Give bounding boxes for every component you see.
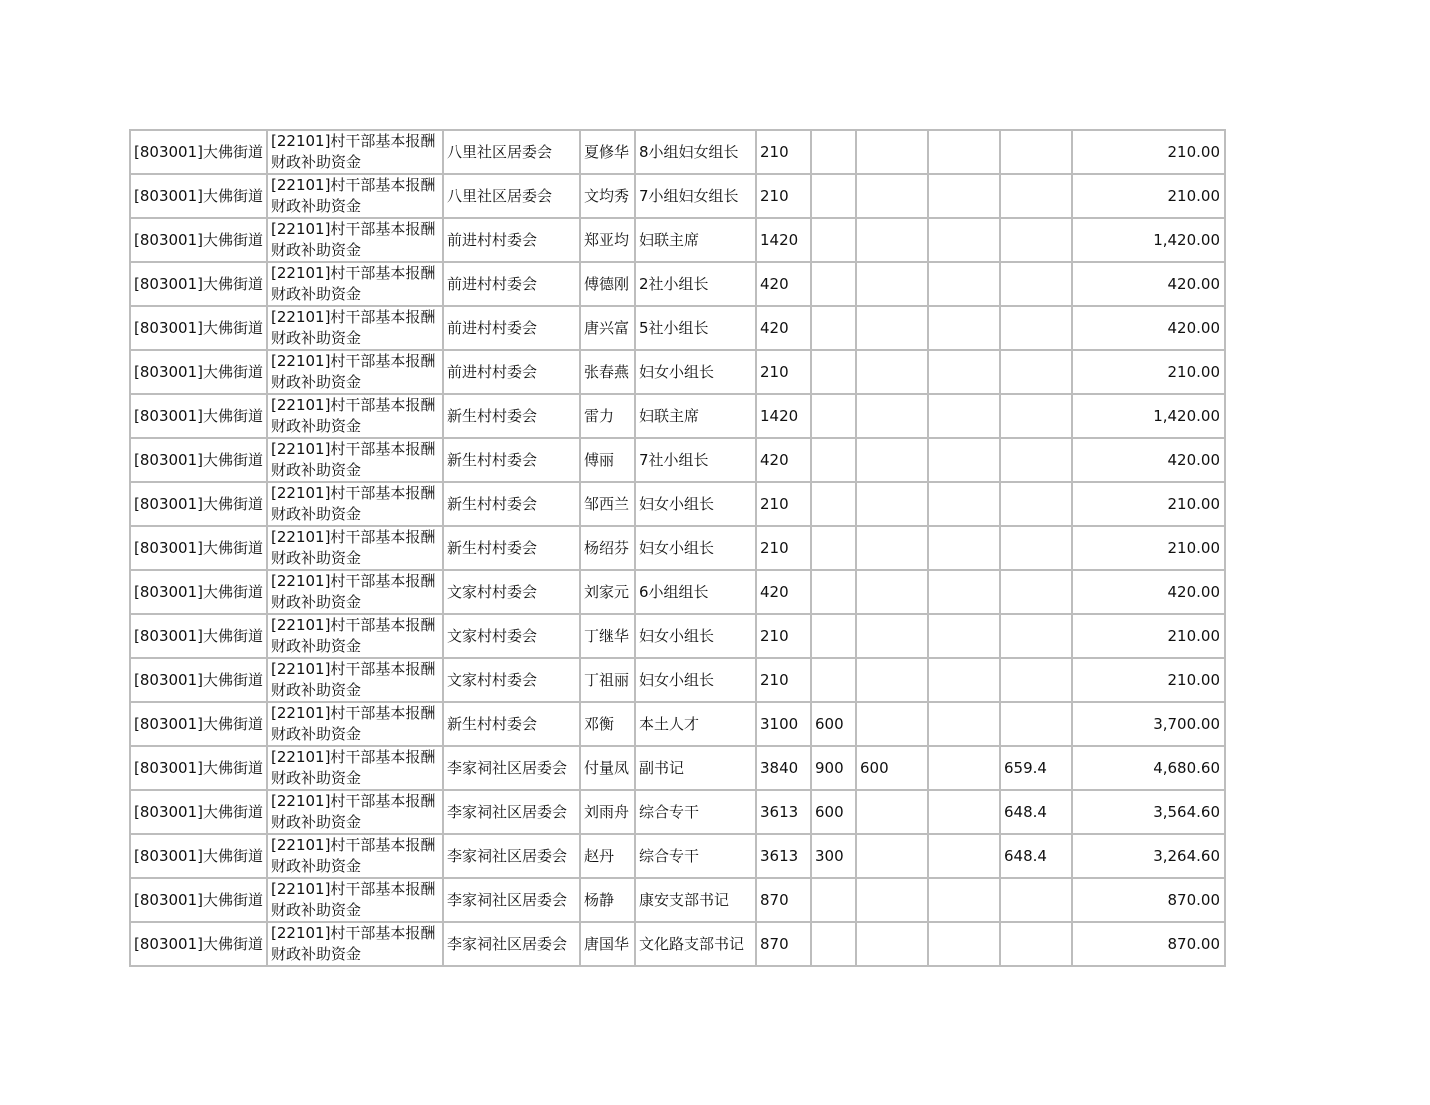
cell-position: 妇女小组长: [635, 350, 756, 394]
cell-name: 杨绍芬: [580, 526, 635, 570]
cell-position: 妇联主席: [635, 394, 756, 438]
cell-amount-4: [1000, 526, 1072, 570]
cell-total: 420.00: [1072, 438, 1225, 482]
cell-position: 文化路支部书记: [635, 922, 756, 966]
cell-amount-2: [856, 174, 928, 218]
cell-name: 赵丹: [580, 834, 635, 878]
cell-amount-4: 648.4: [1000, 790, 1072, 834]
cell-fund: [22101]村干部基本报酬财政补助资金: [267, 570, 443, 614]
cell-total: 1,420.00: [1072, 394, 1225, 438]
cell-street: [803001]大佛街道: [130, 702, 267, 746]
table-row: [130, 482, 1225, 526]
cell-position: 康安支部书记: [635, 878, 756, 922]
cell-amount-2: [856, 482, 928, 526]
cell-amount-1: 600: [811, 702, 856, 746]
cell-fund: [22101]村干部基本报酬财政补助资金: [267, 306, 443, 350]
table-row: [130, 306, 1225, 350]
cell-base-amount: 420: [756, 438, 811, 482]
cell-unit: 李家祠社区居委会: [443, 922, 580, 966]
cell-street: [803001]大佛街道: [130, 878, 267, 922]
cell-amount-2: [856, 262, 928, 306]
cell-street: [803001]大佛街道: [130, 658, 267, 702]
cell-unit: 李家祠社区居委会: [443, 834, 580, 878]
cell-street: [803001]大佛街道: [130, 218, 267, 262]
cell-unit: 新生村村委会: [443, 526, 580, 570]
cell-amount-4: [1000, 394, 1072, 438]
cell-total: 210.00: [1072, 174, 1225, 218]
cell-base-amount: 3613: [756, 790, 811, 834]
cell-name: 唐国华: [580, 922, 635, 966]
cell-amount-3: [928, 262, 1000, 306]
table-row: [130, 922, 1225, 966]
table-row: [130, 350, 1225, 394]
cell-amount-4: [1000, 262, 1072, 306]
cell-fund: [22101]村干部基本报酬财政补助资金: [267, 218, 443, 262]
cell-base-amount: 210: [756, 350, 811, 394]
cell-base-amount: 420: [756, 570, 811, 614]
cell-unit: 李家祠社区居委会: [443, 746, 580, 790]
cell-unit: 文家村村委会: [443, 658, 580, 702]
cell-unit: 前进村村委会: [443, 306, 580, 350]
cell-fund: [22101]村干部基本报酬财政补助资金: [267, 350, 443, 394]
table-body: [130, 130, 1225, 966]
cell-fund: [22101]村干部基本报酬财政补助资金: [267, 834, 443, 878]
cell-total: 210.00: [1072, 130, 1225, 174]
cell-street: [803001]大佛街道: [130, 130, 267, 174]
cell-amount-2: [856, 834, 928, 878]
cell-amount-1: [811, 482, 856, 526]
cell-fund: [22101]村干部基本报酬财政补助资金: [267, 702, 443, 746]
cell-street: [803001]大佛街道: [130, 306, 267, 350]
cell-name: 郑亚均: [580, 218, 635, 262]
table-row: [130, 394, 1225, 438]
cell-amount-1: [811, 570, 856, 614]
cell-unit: 八里社区居委会: [443, 174, 580, 218]
cell-base-amount: 3613: [756, 834, 811, 878]
cell-fund: [22101]村干部基本报酬财政补助资金: [267, 878, 443, 922]
cell-amount-2: [856, 702, 928, 746]
cell-amount-4: [1000, 174, 1072, 218]
cell-amount-2: [856, 130, 928, 174]
cell-amount-1: [811, 394, 856, 438]
cell-street: [803001]大佛街道: [130, 570, 267, 614]
table-row: [130, 218, 1225, 262]
table-row: [130, 658, 1225, 702]
cell-amount-4: [1000, 350, 1072, 394]
cell-amount-1: [811, 526, 856, 570]
cell-base-amount: 1420: [756, 218, 811, 262]
cell-name: 唐兴富: [580, 306, 635, 350]
cell-unit: 新生村村委会: [443, 482, 580, 526]
cell-amount-2: [856, 614, 928, 658]
cell-position: 综合专干: [635, 790, 756, 834]
cell-street: [803001]大佛街道: [130, 262, 267, 306]
cell-fund: [22101]村干部基本报酬财政补助资金: [267, 482, 443, 526]
cell-unit: 文家村村委会: [443, 614, 580, 658]
cell-position: 妇女小组长: [635, 614, 756, 658]
cell-fund: [22101]村干部基本报酬财政补助资金: [267, 262, 443, 306]
cell-name: 丁继华: [580, 614, 635, 658]
cell-name: 刘雨舟: [580, 790, 635, 834]
cell-amount-2: [856, 570, 928, 614]
cell-amount-1: [811, 262, 856, 306]
cell-total: 210.00: [1072, 658, 1225, 702]
cell-street: [803001]大佛街道: [130, 394, 267, 438]
cell-amount-1: [811, 658, 856, 702]
table-row: [130, 570, 1225, 614]
cell-amount-1: [811, 878, 856, 922]
cell-fund: [22101]村干部基本报酬财政补助资金: [267, 922, 443, 966]
cell-total: 3,700.00: [1072, 702, 1225, 746]
cell-amount-1: [811, 306, 856, 350]
cell-name: 付量凤: [580, 746, 635, 790]
cell-amount-2: [856, 526, 928, 570]
cell-amount-3: [928, 702, 1000, 746]
table-row: [130, 746, 1225, 790]
cell-unit: 李家祠社区居委会: [443, 790, 580, 834]
cell-street: [803001]大佛街道: [130, 614, 267, 658]
cell-base-amount: 210: [756, 482, 811, 526]
cell-fund: [22101]村干部基本报酬财政补助资金: [267, 174, 443, 218]
cell-base-amount: 870: [756, 878, 811, 922]
cell-amount-4: [1000, 570, 1072, 614]
cell-street: [803001]大佛街道: [130, 922, 267, 966]
cell-amount-1: 300: [811, 834, 856, 878]
cell-amount-2: 600: [856, 746, 928, 790]
cell-total: 210.00: [1072, 614, 1225, 658]
cell-fund: [22101]村干部基本报酬财政补助资金: [267, 614, 443, 658]
cell-amount-4: [1000, 218, 1072, 262]
cell-position: 本土人才: [635, 702, 756, 746]
cell-unit: 八里社区居委会: [443, 130, 580, 174]
cell-amount-2: [856, 878, 928, 922]
cell-base-amount: 210: [756, 130, 811, 174]
cell-name: 夏修华: [580, 130, 635, 174]
cell-position: 7社小组长: [635, 438, 756, 482]
cell-base-amount: 1420: [756, 394, 811, 438]
cell-amount-1: 600: [811, 790, 856, 834]
cell-amount-3: [928, 526, 1000, 570]
cell-name: 杨静: [580, 878, 635, 922]
cell-amount-2: [856, 922, 928, 966]
cell-total: 870.00: [1072, 922, 1225, 966]
cell-amount-1: [811, 218, 856, 262]
cell-total: 210.00: [1072, 482, 1225, 526]
table-row: [130, 438, 1225, 482]
cell-street: [803001]大佛街道: [130, 482, 267, 526]
cell-street: [803001]大佛街道: [130, 526, 267, 570]
cell-total: 3,264.60: [1072, 834, 1225, 878]
table-row: [130, 526, 1225, 570]
data-table: [129, 129, 1226, 967]
cell-base-amount: 3100: [756, 702, 811, 746]
cell-amount-3: [928, 658, 1000, 702]
cell-fund: [22101]村干部基本报酬财政补助资金: [267, 658, 443, 702]
cell-position: 6小组组长: [635, 570, 756, 614]
cell-total: 210.00: [1072, 526, 1225, 570]
cell-amount-4: [1000, 130, 1072, 174]
cell-amount-1: [811, 130, 856, 174]
cell-position: 妇女小组长: [635, 658, 756, 702]
table-row: [130, 790, 1225, 834]
cell-amount-2: [856, 658, 928, 702]
cell-amount-3: [928, 614, 1000, 658]
cell-total: 870.00: [1072, 878, 1225, 922]
cell-total: 420.00: [1072, 306, 1225, 350]
cell-amount-1: 900: [811, 746, 856, 790]
cell-amount-1: [811, 350, 856, 394]
cell-name: 傅德刚: [580, 262, 635, 306]
cell-fund: [22101]村干部基本报酬财政补助资金: [267, 130, 443, 174]
cell-amount-4: 659.4: [1000, 746, 1072, 790]
cell-base-amount: 420: [756, 262, 811, 306]
cell-amount-3: [928, 130, 1000, 174]
cell-unit: 前进村村委会: [443, 350, 580, 394]
cell-base-amount: 210: [756, 526, 811, 570]
cell-unit: 李家祠社区居委会: [443, 878, 580, 922]
cell-amount-3: [928, 306, 1000, 350]
cell-position: 副书记: [635, 746, 756, 790]
cell-total: 420.00: [1072, 570, 1225, 614]
cell-position: 8小组妇女组长: [635, 130, 756, 174]
cell-street: [803001]大佛街道: [130, 350, 267, 394]
cell-name: 文均秀: [580, 174, 635, 218]
cell-street: [803001]大佛街道: [130, 174, 267, 218]
cell-unit: 新生村村委会: [443, 394, 580, 438]
cell-amount-3: [928, 174, 1000, 218]
cell-street: [803001]大佛街道: [130, 438, 267, 482]
cell-amount-3: [928, 834, 1000, 878]
cell-amount-4: [1000, 702, 1072, 746]
cell-name: 丁祖丽: [580, 658, 635, 702]
cell-name: 邓衡: [580, 702, 635, 746]
cell-amount-3: [928, 746, 1000, 790]
cell-name: 张春燕: [580, 350, 635, 394]
cell-amount-1: [811, 614, 856, 658]
cell-name: 邹西兰: [580, 482, 635, 526]
cell-unit: 新生村村委会: [443, 438, 580, 482]
cell-position: 妇女小组长: [635, 482, 756, 526]
cell-amount-4: [1000, 658, 1072, 702]
cell-amount-4: 648.4: [1000, 834, 1072, 878]
table-row: [130, 262, 1225, 306]
cell-street: [803001]大佛街道: [130, 834, 267, 878]
cell-amount-3: [928, 394, 1000, 438]
cell-amount-2: [856, 350, 928, 394]
table-row: [130, 614, 1225, 658]
cell-amount-1: [811, 922, 856, 966]
table-row: [130, 834, 1225, 878]
cell-base-amount: 870: [756, 922, 811, 966]
cell-base-amount: 420: [756, 306, 811, 350]
cell-amount-1: [811, 174, 856, 218]
cell-amount-3: [928, 218, 1000, 262]
cell-amount-2: [856, 306, 928, 350]
cell-position: 2社小组长: [635, 262, 756, 306]
cell-position: 7小组妇女组长: [635, 174, 756, 218]
cell-fund: [22101]村干部基本报酬财政补助资金: [267, 526, 443, 570]
cell-unit: 前进村村委会: [443, 218, 580, 262]
cell-fund: [22101]村干部基本报酬财政补助资金: [267, 746, 443, 790]
cell-amount-4: [1000, 878, 1072, 922]
cell-name: 刘家元: [580, 570, 635, 614]
cell-total: 4,680.60: [1072, 746, 1225, 790]
cell-position: 妇女小组长: [635, 526, 756, 570]
cell-amount-3: [928, 878, 1000, 922]
cell-amount-4: [1000, 438, 1072, 482]
table-row: [130, 702, 1225, 746]
cell-amount-3: [928, 790, 1000, 834]
cell-amount-3: [928, 922, 1000, 966]
cell-amount-3: [928, 438, 1000, 482]
cell-amount-4: [1000, 482, 1072, 526]
cell-total: 420.00: [1072, 262, 1225, 306]
cell-base-amount: 210: [756, 174, 811, 218]
cell-base-amount: 210: [756, 614, 811, 658]
cell-street: [803001]大佛街道: [130, 790, 267, 834]
cell-base-amount: 210: [756, 658, 811, 702]
cell-amount-4: [1000, 614, 1072, 658]
cell-amount-2: [856, 218, 928, 262]
cell-amount-4: [1000, 306, 1072, 350]
cell-street: [803001]大佛街道: [130, 746, 267, 790]
cell-total: 210.00: [1072, 350, 1225, 394]
cell-amount-2: [856, 394, 928, 438]
cell-position: 5社小组长: [635, 306, 756, 350]
cell-position: 综合专干: [635, 834, 756, 878]
cell-total: 1,420.00: [1072, 218, 1225, 262]
cell-unit: 新生村村委会: [443, 702, 580, 746]
cell-base-amount: 3840: [756, 746, 811, 790]
cell-name: 雷力: [580, 394, 635, 438]
cell-amount-2: [856, 438, 928, 482]
cell-amount-3: [928, 350, 1000, 394]
cell-amount-1: [811, 438, 856, 482]
cell-amount-3: [928, 482, 1000, 526]
cell-amount-3: [928, 570, 1000, 614]
table-row: [130, 878, 1225, 922]
cell-name: 傅丽: [580, 438, 635, 482]
cell-fund: [22101]村干部基本报酬财政补助资金: [267, 790, 443, 834]
cell-unit: 文家村村委会: [443, 570, 580, 614]
cell-unit: 前进村村委会: [443, 262, 580, 306]
cell-total: 3,564.60: [1072, 790, 1225, 834]
table-row: [130, 130, 1225, 174]
table-row: [130, 174, 1225, 218]
cell-position: 妇联主席: [635, 218, 756, 262]
cell-fund: [22101]村干部基本报酬财政补助资金: [267, 394, 443, 438]
cell-amount-4: [1000, 922, 1072, 966]
cell-fund: [22101]村干部基本报酬财政补助资金: [267, 438, 443, 482]
cell-amount-2: [856, 790, 928, 834]
